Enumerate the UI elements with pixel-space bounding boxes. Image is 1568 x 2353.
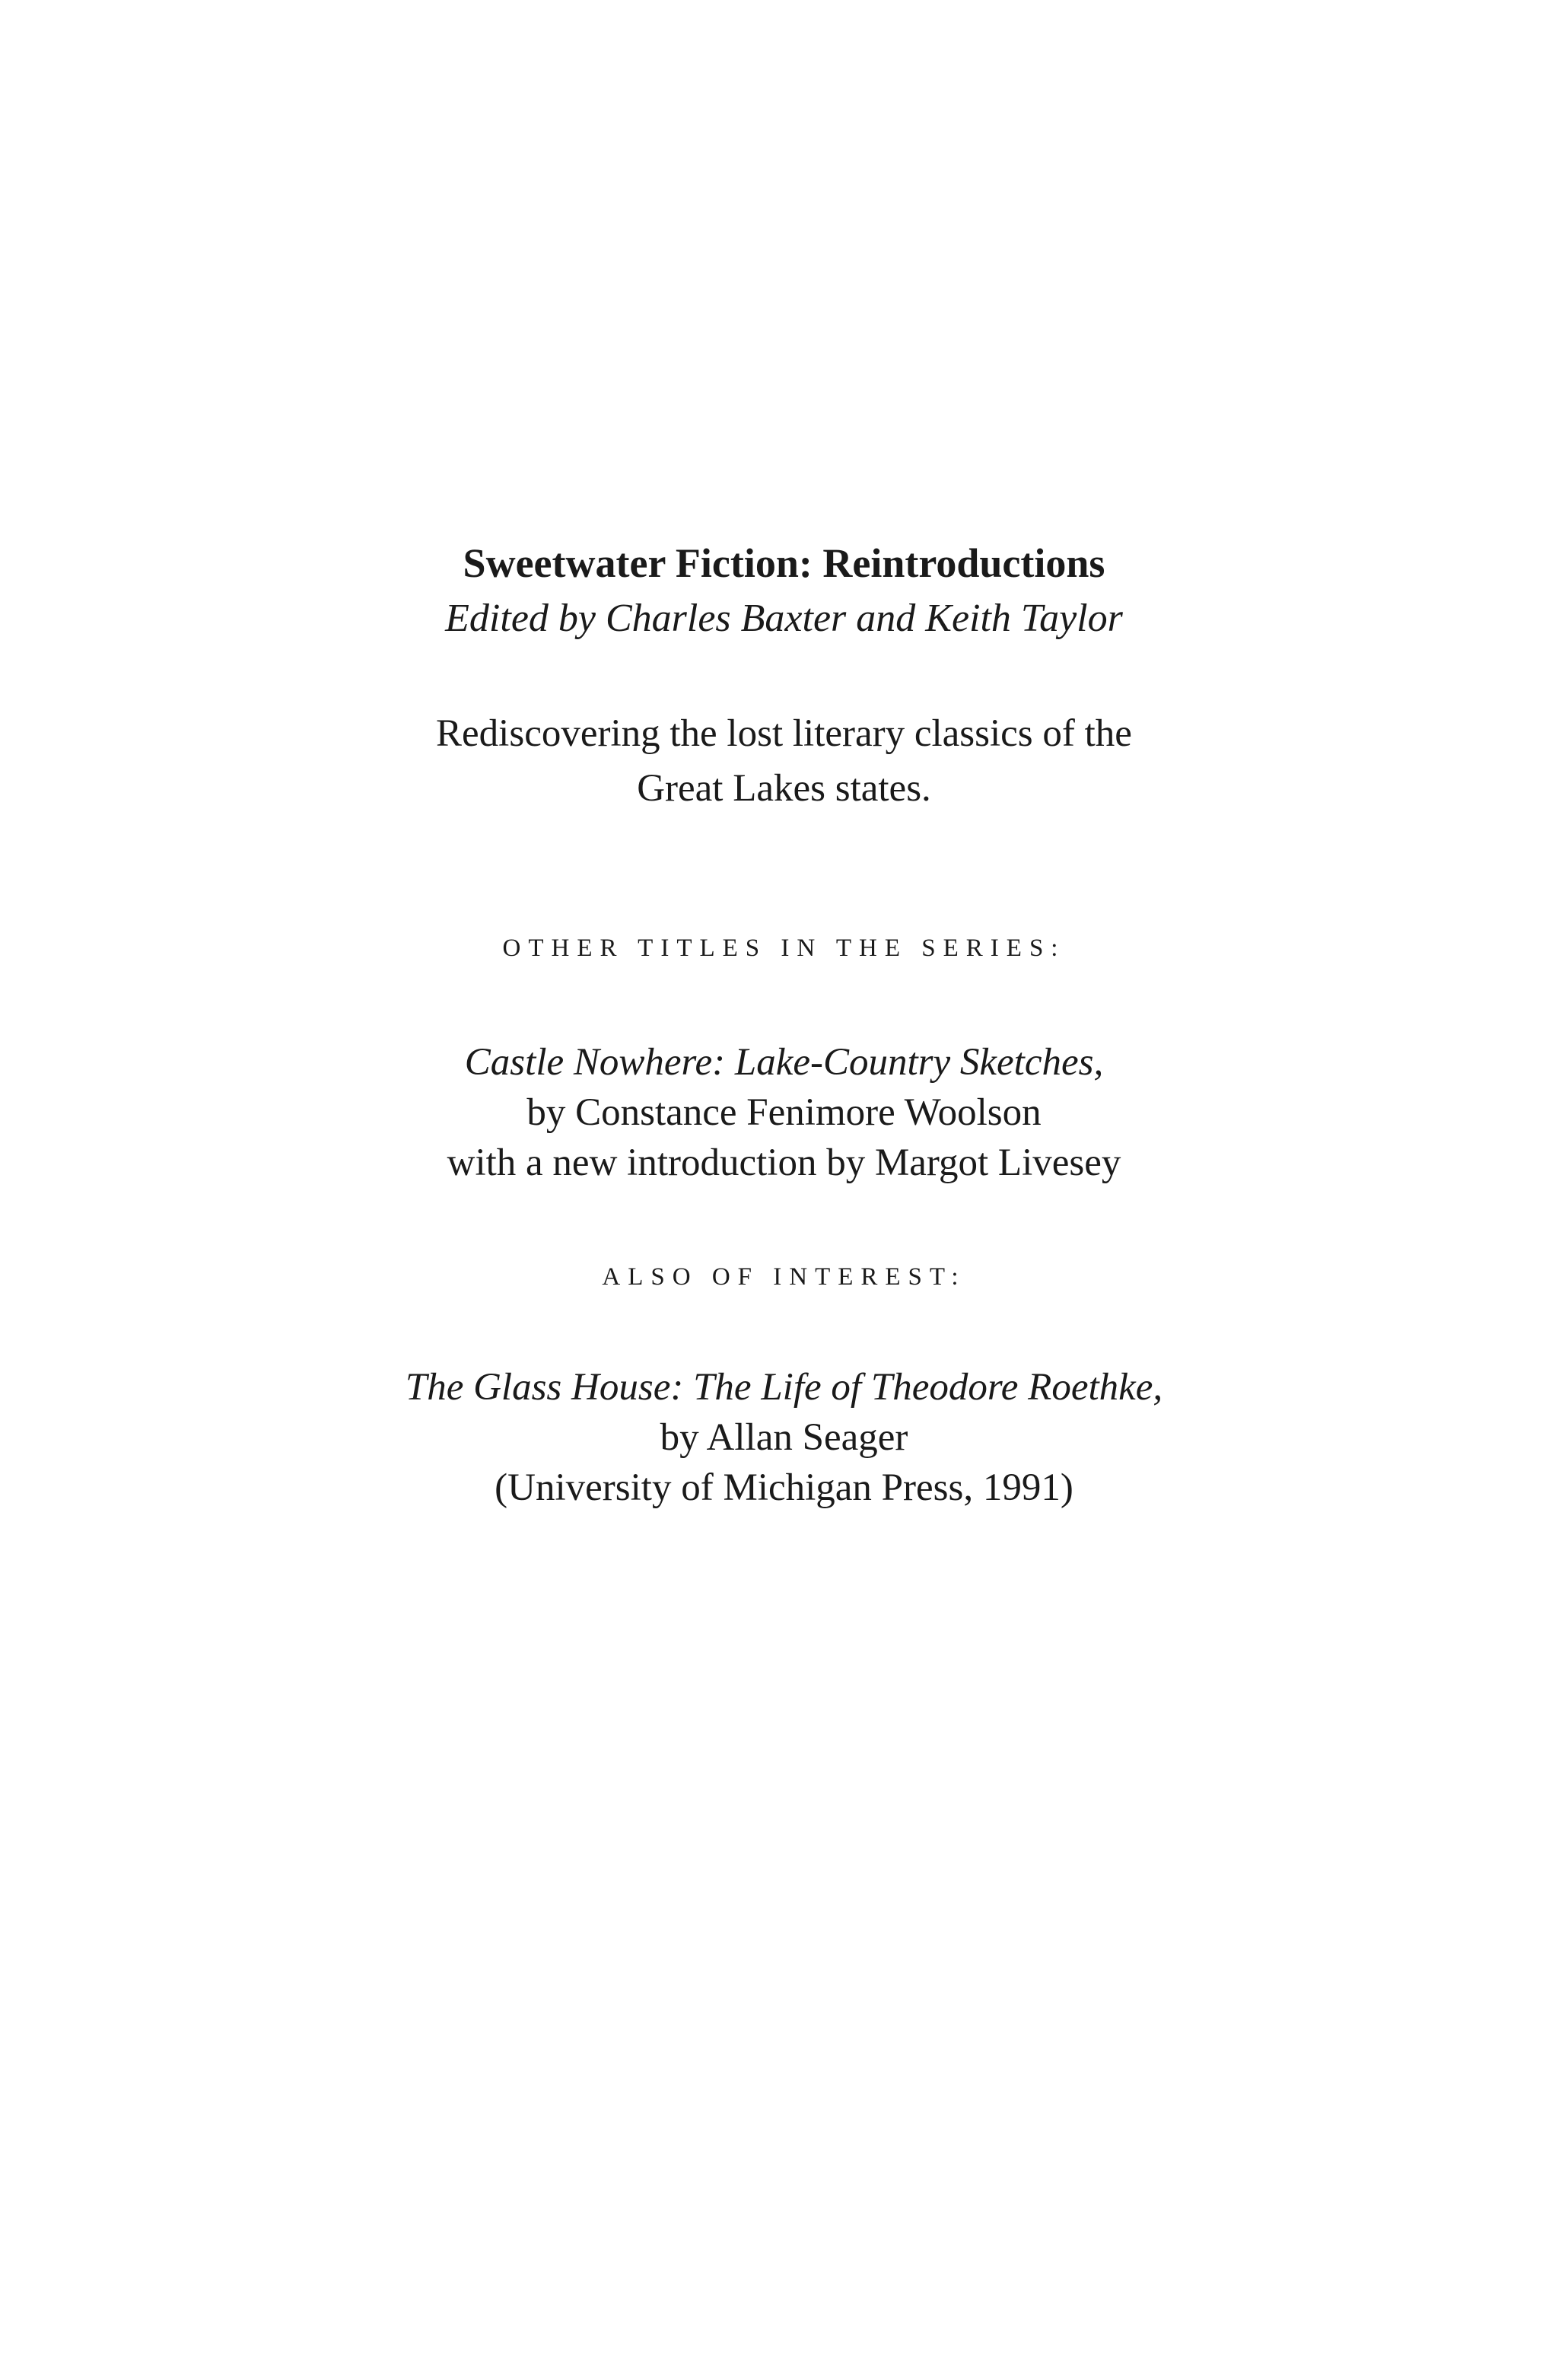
book-author: by Allan Seager: [660, 1416, 908, 1459]
book-author: by Constance Fenimore Woolson: [526, 1091, 1042, 1134]
also-of-interest-heading: ALSO OF INTEREST:: [602, 1263, 966, 1291]
other-titles-heading: OTHER TITLES IN THE SERIES:: [502, 935, 1066, 962]
book-title: The Glass House: The Life of Theodore Roethke,: [405, 1366, 1163, 1409]
description-line-1: Rediscovering the lost literary classics of the: [436, 712, 1132, 755]
description-line-2: Great Lakes states.: [637, 767, 931, 810]
book-note: with a new introduction by Margot Livesey: [447, 1141, 1121, 1184]
book-title: Castle Nowhere: Lake-Country Sketches,: [464, 1041, 1104, 1084]
series-title: Sweetwater Fiction: Reintroductions: [463, 540, 1105, 586]
series-editors: Edited by Charles Baxter and Keith Taylor: [445, 597, 1123, 640]
other-title-entry: [0, 1037, 1568, 1188]
series-description: [0, 706, 1568, 816]
book-note: (University of Michigan Press, 1991): [495, 1466, 1073, 1509]
also-of-interest-entry: [0, 1362, 1568, 1513]
